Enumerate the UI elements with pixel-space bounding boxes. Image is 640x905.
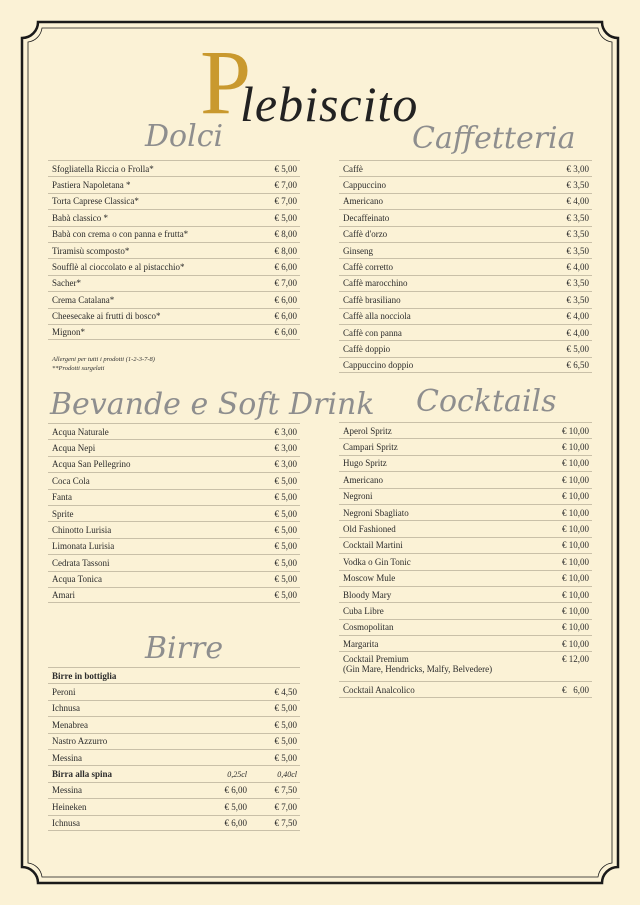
birre-item: [48, 700, 300, 716]
bevande-item: [48, 472, 300, 488]
item-price: € 3,00: [274, 459, 297, 470]
item-price: € 10,00: [562, 605, 589, 616]
item-price: € 6,00: [274, 311, 297, 322]
item-price: € 6,00: [562, 684, 589, 695]
item-name: Sprite: [52, 508, 74, 519]
item-price: € 4,00: [566, 196, 589, 207]
item-price: € 6,00: [274, 327, 297, 338]
dolci-notes: [52, 355, 155, 373]
item-price: € 10,00: [562, 573, 589, 584]
item-price: € 10,00: [562, 638, 589, 649]
item-price: € 7,00: [274, 196, 297, 207]
item-name: Cosmopolitan: [343, 622, 394, 633]
item-price: € 4,00: [566, 262, 589, 273]
item-price: € 5,00: [274, 508, 297, 519]
item-price: € 3,50: [566, 180, 589, 191]
item-price: € 10,00: [562, 442, 589, 453]
item-name: Tiramisù scomposto*: [52, 245, 130, 256]
spina-label: Birra alla spina: [52, 769, 113, 780]
item-price: € 5,00: [274, 590, 297, 601]
item-name: Caffè con panna: [343, 327, 402, 338]
price-small: € 5,00: [224, 801, 247, 812]
bevande-item: [48, 571, 300, 587]
item-price: € 5,00: [274, 525, 297, 536]
cocktails-item: [339, 422, 592, 438]
item-price: € 4,50: [274, 687, 297, 698]
bevande-item: [48, 439, 300, 455]
item-name: Caffè d'orzo: [343, 229, 388, 240]
caffetteria-item: [339, 226, 592, 242]
cocktails-item: [339, 602, 592, 618]
dolci-item: [48, 275, 300, 291]
allergen-note: Allergeni per tutti i prodotti (1-2-3-7-8): [52, 356, 155, 363]
size-large: 0,40cl: [277, 769, 297, 779]
item-name: Soufflè al cioccolato e al pistacchio*: [52, 262, 185, 273]
brand-logo: [200, 31, 460, 133]
birre-title: Birre: [145, 631, 224, 666]
dolci-item: [48, 242, 300, 258]
birre-item: [48, 716, 300, 732]
item-price: € 10,00: [562, 491, 589, 502]
item-name: Mignon*: [52, 327, 86, 338]
item-price: € 5,00: [274, 541, 297, 552]
spina-prices: [211, 802, 297, 812]
cocktails-item: [339, 553, 592, 569]
item-price: € 5,00: [274, 212, 297, 223]
item-name: Cocktail Martini: [343, 540, 403, 551]
bevande-item: [48, 521, 300, 537]
item-name: Crema Catalana*: [52, 294, 115, 305]
cocktails-item: [339, 520, 592, 536]
spina-sizes: [211, 770, 297, 779]
cocktails-item: [339, 586, 592, 602]
item-name: Sacher*: [52, 278, 81, 289]
caffetteria-item: [339, 160, 592, 176]
item-price: € 3,50: [566, 229, 589, 240]
item-price: € 5,00: [274, 475, 297, 486]
item-subtitle: (Gin Mare, Hendricks, Malfy, Belvedere): [343, 664, 493, 675]
item-name: Moscow Mule: [343, 573, 396, 584]
item-price: € 3,50: [566, 212, 589, 223]
spina-prices: [211, 785, 297, 795]
item-price: € 8,00: [274, 229, 297, 240]
caffetteria-item: [339, 176, 592, 192]
item-name: Limonata Lurisia: [52, 541, 115, 552]
item-name: Americano: [343, 196, 383, 207]
item-price: € 4,00: [566, 327, 589, 338]
bevande-item: [48, 538, 300, 554]
dolci-item: [48, 209, 300, 225]
dolci-item: [48, 176, 300, 192]
item-name: Hugo Spritz: [343, 458, 387, 469]
item-name: Americano: [343, 474, 383, 485]
cocktails-item-analcolico: [339, 681, 592, 697]
bottiglia-label: Birre in bottiglia: [52, 670, 117, 681]
caffetteria-item: [339, 291, 592, 307]
birre-item: [48, 749, 300, 765]
item-price: € 5,00: [274, 163, 297, 174]
item-name: Chinotto Lurisia: [52, 525, 112, 536]
dolci-title: Dolci: [145, 119, 224, 154]
item-price: € 10,00: [562, 622, 589, 633]
item-price: € 10,00: [562, 540, 589, 551]
price-small: € 6,00: [224, 785, 247, 796]
item-name: Caffè: [343, 163, 363, 174]
bevande-item: [48, 587, 300, 603]
dolci-item: [48, 291, 300, 307]
item-name: Cappuccino: [343, 180, 386, 191]
caffetteria-item: [339, 258, 592, 274]
item-name: Messina: [52, 785, 82, 796]
item-name: Peroni: [52, 687, 76, 698]
dolci-list: [48, 160, 300, 340]
frozen-note: **Prodotti surgelati: [52, 365, 105, 372]
cocktails-item-premium: [339, 651, 592, 681]
item-name: Ichnusa: [52, 703, 80, 714]
dolci-item: [48, 160, 300, 176]
bevande-item: [48, 423, 300, 439]
bevande-item: [48, 456, 300, 472]
item-name: Acqua San Pellegrino: [52, 459, 131, 470]
item-name: Coca Cola: [52, 475, 90, 486]
item-name: Torta Caprese Classica*: [52, 196, 139, 207]
item-name: Caffè corretto: [343, 262, 394, 273]
bevande-title: Bevande e Soft Drink: [50, 387, 375, 422]
item-price: € 6,00: [274, 262, 297, 273]
item-name: Nastro Azzurro: [52, 736, 108, 747]
caffetteria-item: [339, 275, 592, 291]
cocktails-list: [339, 422, 592, 698]
item-price: € 5,00: [274, 736, 297, 747]
cocktails-item: [339, 570, 592, 586]
item-price: € 10,00: [562, 556, 589, 567]
cocktails-item: [339, 537, 592, 553]
item-name: Vodka o Gin Tonic: [343, 556, 411, 567]
item-name: Acqua Tonica: [52, 574, 102, 585]
item-price: € 12,00: [562, 654, 589, 665]
item-price: € 7,00: [274, 180, 297, 191]
item-price: € 7,00: [274, 278, 297, 289]
premium-name-block: [343, 654, 492, 674]
cocktails-item: [339, 488, 592, 504]
item-name: Aperol Spritz: [343, 425, 392, 436]
item-name: Negroni: [343, 491, 373, 502]
item-price: € 4,00: [566, 311, 589, 322]
item-name: Sfogliatella Riccia o Frolla*: [52, 163, 154, 174]
price-small: € 6,00: [224, 817, 247, 828]
item-name: Cocktail Analcolico: [343, 684, 415, 695]
item-name: Bloody Mary: [343, 589, 392, 600]
dolci-item: [48, 308, 300, 324]
item-price: € 6,00: [274, 294, 297, 305]
item-name: Negroni Sbagliato: [343, 507, 409, 518]
dolci-item: [48, 226, 300, 242]
item-price: € 5,00: [274, 492, 297, 503]
item-name: Menabrea: [52, 719, 88, 730]
item-price: € 8,00: [274, 245, 297, 256]
item-name: Babà con crema o con panna e frutta*: [52, 229, 189, 240]
item-price: € 5,00: [274, 557, 297, 568]
price-large: € 7,50: [274, 785, 297, 796]
cocktails-item: [339, 504, 592, 520]
item-price: € 3,00: [274, 426, 297, 437]
item-name: Cuba Libre: [343, 605, 384, 616]
item-name: Old Fashioned: [343, 524, 396, 535]
caffetteria-item: [339, 193, 592, 209]
item-name: Caffè alla nocciola: [343, 311, 411, 322]
dolci-item: [48, 324, 300, 340]
spina-prices: [211, 818, 297, 828]
item-name: Ichnusa: [52, 817, 80, 828]
item-price: € 3,50: [566, 294, 589, 305]
cocktails-item: [339, 471, 592, 487]
price-large: € 7,50: [274, 817, 297, 828]
birre-list: [48, 667, 300, 831]
item-name: Cappuccino doppio: [343, 359, 414, 370]
bevande-item: [48, 505, 300, 521]
bevande-item: [48, 554, 300, 570]
item-price: € 3,00: [274, 443, 297, 454]
price-large: € 7,00: [274, 801, 297, 812]
item-price: € 5,00: [274, 719, 297, 730]
item-name: Babà classico *: [52, 212, 108, 223]
item-name: Ginseng: [343, 245, 373, 256]
item-name: Acqua Nepi: [52, 443, 96, 454]
cocktails-title: Cocktails: [416, 384, 557, 419]
caffetteria-item: [339, 324, 592, 340]
item-price: € 3,50: [566, 245, 589, 256]
dolci-item: [48, 193, 300, 209]
item-price: € 3,00: [566, 163, 589, 174]
item-name: Pastiera Napoletana *: [52, 180, 131, 191]
item-name: Decaffeinato: [343, 212, 390, 223]
item-price: € 5,00: [566, 343, 589, 354]
cocktails-item: [339, 438, 592, 454]
item-name: Margarita: [343, 638, 379, 649]
item-price: € 5,00: [274, 574, 297, 585]
cocktails-item: [339, 619, 592, 635]
caffetteria-list: [339, 160, 592, 373]
birre-spina-item: [48, 815, 300, 831]
caffetteria-item: [339, 340, 592, 356]
item-name: Cocktail Premium: [343, 654, 409, 665]
birre-spina-item: [48, 798, 300, 814]
item-name: Caffè brasiliano: [343, 294, 401, 305]
item-price: € 10,00: [562, 425, 589, 436]
caffetteria-item: [339, 357, 592, 373]
item-name: Caffè doppio: [343, 343, 391, 354]
item-price: € 10,00: [562, 474, 589, 485]
cocktails-item: [339, 455, 592, 471]
item-name: Caffè marocchino: [343, 278, 408, 289]
cocktails-item: [339, 635, 592, 651]
caffetteria-item: [339, 308, 592, 324]
item-price: € 5,00: [274, 752, 297, 763]
item-price: € 5,00: [274, 703, 297, 714]
item-name: Acqua Naturale: [52, 426, 109, 437]
item-price: € 6,50: [566, 359, 589, 370]
bevande-item: [48, 489, 300, 505]
item-price: € 10,00: [562, 458, 589, 469]
item-name: Cheesecake ai frutti di bosco*: [52, 311, 161, 322]
item-name: Cedrata Tassoni: [52, 557, 110, 568]
birre-item: [48, 683, 300, 699]
caffetteria-item: [339, 209, 592, 225]
item-name: Fanta: [52, 492, 72, 503]
item-name: Heineken: [52, 801, 87, 812]
item-name: Messina: [52, 752, 82, 763]
brand-name: lebiscito: [240, 76, 419, 132]
birre-bottiglia-header: [48, 667, 300, 683]
item-price: € 10,00: [562, 507, 589, 518]
birre-item: [48, 733, 300, 749]
bevande-list: [48, 423, 300, 603]
birre-spina-header: [48, 765, 300, 781]
brand-initial: P: [200, 31, 252, 133]
caffetteria-item: [339, 242, 592, 258]
birre-spina-item: [48, 782, 300, 798]
size-small: 0,25cl: [227, 769, 247, 779]
item-name: Amari: [52, 590, 75, 601]
item-price: € 3,50: [566, 278, 589, 289]
item-name: Campari Spritz: [343, 442, 398, 453]
dolci-item: [48, 258, 300, 274]
item-price: € 10,00: [562, 589, 589, 600]
item-price: € 10,00: [562, 524, 589, 535]
caffetteria-title: Caffetteria: [412, 121, 576, 156]
